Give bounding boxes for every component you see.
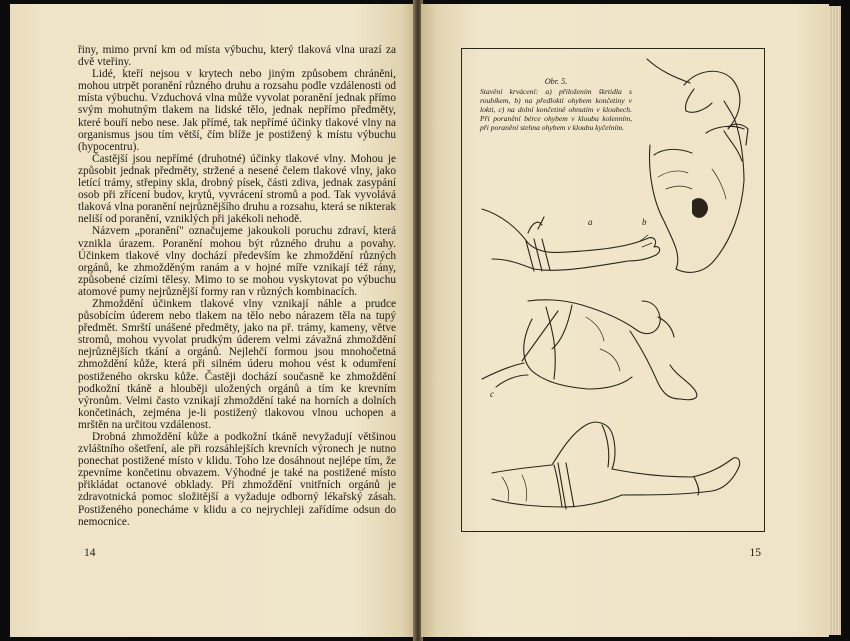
figure-label-c: c: [490, 389, 494, 399]
paragraph-1: řiny, mimo první km od místa výbuchu, který tlaková vlna urazí za dvě vteřiny.: [78, 44, 396, 69]
illustration-leg-bent-hip: [492, 422, 740, 509]
illustration-arm-bent-elbow: [647, 59, 748, 272]
figure-label-b: b: [642, 217, 647, 227]
page-number-left: 14: [84, 547, 96, 559]
paragraph-2: Lidé, kteří nejsou v krytech nebo jiným způsobem chráněni, mohou utrpět poranění různého druhu a rozsahu podle vzdálenosti od místa výbuchu. Vzduchová vlna může vyvolat poranění jednak přímo svým mohutným tlakem na lidské tělo, jednak nepřímo předměty, které bouří nebo nese. Jak přímé, tak nepřímé účinky tlakové vlny na organismus jsou tím větší, čím blíže je postižený k místu výbuchu (hypocentru).: [78, 68, 396, 153]
right-page: [421, 4, 829, 637]
illustration-forearm-tourniquet: [482, 209, 660, 271]
paragraph-3: Častější jsou nepřímé (druhotné) účinky tlakové vlny. Mohou je způsobit jednak předměty, stržené a nesené čelem tlakové vlny, jako letící trámy, střepiny skla, drobný písek, části zdiva, jednak zasypání osob při zřícení budov, krytů, vyvrácení stromů a pod. Tak vyvolává tlaková vlna poranění nejrůznějšího druhu a rozsahu, která se nikterak neliší od poranění, vzniklých při jakékoli nehodě.: [78, 152, 396, 226]
figure-caption: [480, 77, 632, 132]
paragraph-4: Názvem „poranění" označujeme jakoukoli poruchu zdraví, která vznikla úrazem. Poranění mohou být různého druhu a povahy. Účinkem tlakové vlny dochází především ke zhmoždění různých orgánů, ke zhmožděným ranám a v hojné míře vznikají též rány, způsobené cizími tělesy. Mimo to se mohou vyskytovat po výbuchu atomové pumy nejrůznější formy ran v různých kombinacích.: [78, 225, 396, 298]
figure-frame: [461, 48, 765, 532]
paragraph-6: Drobná zhmoždění kůže a podkožní tkáně nevyžadují většinou zvláštního ošetření, ale při rozsáhlejších krevních výronech je nutno ponechat postižené místo v klidu. Toho lze dosáhnout nejlépe tím, že zpevníme končetinu obvazem. Výhodné je také na postižené místo přikládat octanové obklady. Při zhmoždění vnitřních orgánů je zdravotnická pomoc složitější a vyžaduje odborný lékařský zásah. Postiženého ponecháme v klidu a co nejrychleji zařídíme odsun do nemocnice.: [78, 431, 396, 528]
figure-title: Obr. 5.: [544, 77, 568, 86]
paragraph-5: Zhmoždění účinkem tlakové vlny vznikají náhle a prudce působícím úderem nebo tlakem na tělo nebo nárazem těla na tupý předmět. Smrští unášené předměty, jako na př. trámy, kameny, větve stromů, mohou vyvolat prudkým úderem velmi závažná zhmoždění nejrůznějších tkání a orgánů. Nejlehčí formou jsou mnohočetná zhmoždění kůže, která při silném úderu mohou vést k odumření postiženého okrsku kůže. Častěji dochází současně ke zhmoždění podkožní tkáně a hlouběji uložených orgánů a tím ke krevním výronům. Velmi často vznikají zhmoždění také na horních a dolních končetinách, zejména je-li postižený tlakovou vlnou uchopen a mrštěn na určitou vzdálenost.: [78, 297, 396, 431]
figure-label-a: a: [588, 217, 593, 227]
illustration-leg-bent-knee: [482, 300, 697, 400]
left-page: [10, 4, 415, 637]
page-number-right: 15: [749, 547, 761, 559]
left-page-text: [78, 44, 396, 528]
page-edges: [829, 6, 841, 635]
figure-caption-text: Stavění krvácení: a) přiložením škrtidla s roubíkem, b) na předloktí ohybem končetiny v lokti, c) na dolní končetině ohnutím v kloubech. Při poranění bérce ohybem v kloubu kolenním, při poranění stehna ohybem v kloubu kyčelním.: [480, 87, 632, 132]
